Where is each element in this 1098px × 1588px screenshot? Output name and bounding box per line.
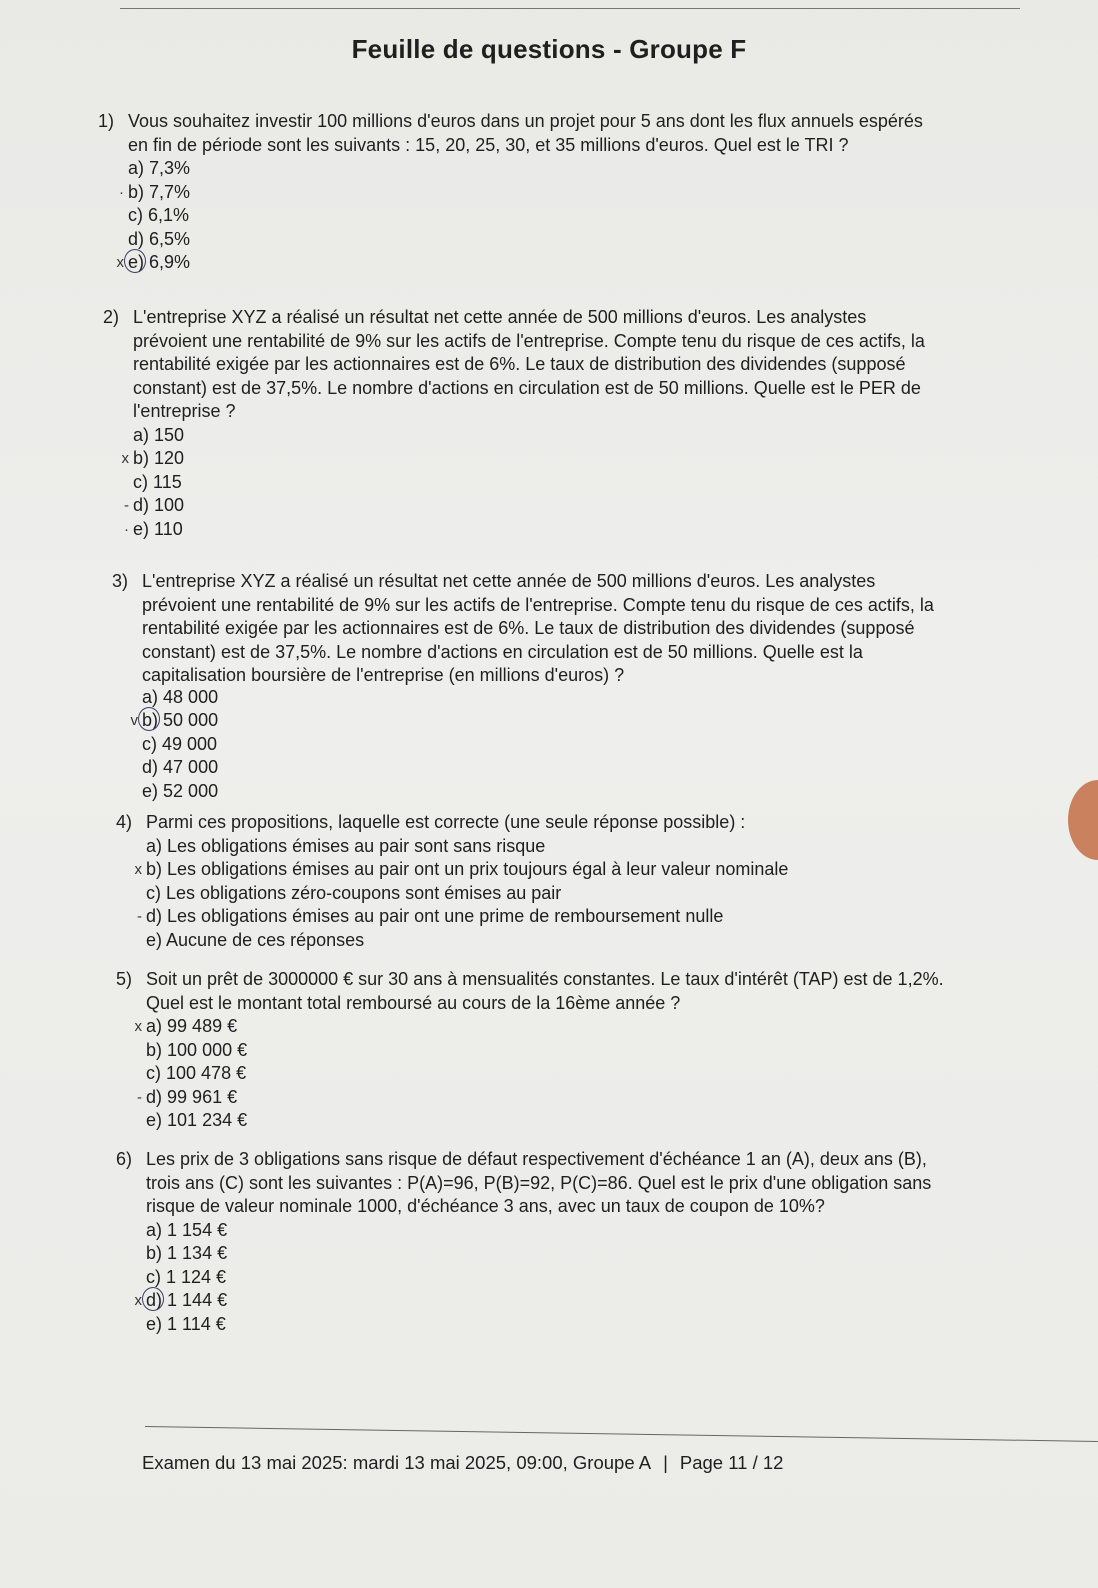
option-label: b) (133, 448, 150, 468)
question-2 (103, 306, 1043, 541)
question-number: 5) (116, 969, 133, 989)
options-list (134, 1219, 1066, 1337)
option-c (128, 204, 1038, 228)
handwritten-mark: x (134, 1292, 142, 1309)
question-number: 2) (103, 307, 120, 327)
question-1 (98, 110, 1038, 275)
question-line: en fin de période sont les suivants : 15, 20, 25, 30, et 35 millions d'euros. Quel est le TRI ? (128, 134, 849, 155)
option-label: a) (146, 1016, 163, 1036)
option-text: 101 234 € (167, 1110, 248, 1130)
option-label: c) (142, 733, 157, 754)
question-line: trois ans (C) sont les suivantes : P(A)=96, P(B)=92, P(C)=86. Quel est le prix d'une obligation sans (146, 1172, 932, 1193)
question-line: prévoient une rentabilité de 9% sur les actifs de l'entreprise. Compte tenu du risque de ces actifs, la (133, 330, 925, 351)
question-number: 4) (116, 812, 133, 832)
option-e (146, 929, 1056, 953)
question-line: l'entreprise ? (133, 401, 236, 421)
handwritten-mark: - (137, 908, 142, 925)
option-label: e) (146, 929, 163, 950)
option-label: a) (128, 158, 145, 178)
top-divider (120, 8, 1020, 9)
option-text: 1 134 € (167, 1243, 228, 1263)
option-text: 115 (153, 471, 182, 492)
option-label: a) (146, 835, 163, 856)
option-label: e) (133, 518, 150, 539)
option-b (134, 858, 1056, 882)
option-label: d) (146, 1086, 163, 1107)
option-text: Les obligations émises au pair sont sans risque (167, 835, 546, 856)
option-e (116, 251, 1038, 275)
option-label: d) (142, 757, 159, 777)
question-line: constant) est de 37,5%. Le nombre d'actions en circulation est de 50 millions. Quelle est le PER de (133, 377, 921, 398)
footer-separator: | (663, 1452, 668, 1473)
question-line: capitalisation boursière de l'entreprise (en millions d'euros) ? (142, 665, 625, 685)
option-label: a) (133, 424, 150, 445)
option-text: 6,5% (149, 228, 191, 249)
option-text: 120 (154, 448, 185, 468)
option-e (142, 780, 1052, 804)
question-number: 1) (98, 111, 115, 131)
option-label: e) (146, 1110, 163, 1130)
question-5 (116, 968, 1066, 1133)
option-text: 1 114 € (167, 1313, 226, 1334)
option-label: b) (146, 1243, 163, 1263)
option-text: 6,1% (148, 205, 190, 225)
option-text: 49 000 (162, 733, 218, 754)
handwritten-mark: - (137, 1088, 142, 1106)
options-list (130, 686, 1052, 804)
option-e (146, 1109, 1066, 1133)
option-a (128, 157, 1038, 181)
option-e (146, 1313, 1066, 1337)
option-c (142, 733, 1052, 757)
option-c (133, 471, 1043, 495)
footer-group: Groupe A (572, 1452, 652, 1473)
option-text: 50 000 (163, 710, 219, 730)
option-text: 47 000 (163, 757, 219, 777)
option-d (137, 905, 1056, 929)
option-label: b) (146, 1039, 163, 1060)
option-b (130, 709, 1052, 733)
handwritten-mark: x (134, 1018, 142, 1035)
option-label: b) (128, 181, 145, 202)
option-label-circled: d) (146, 1289, 162, 1313)
handwritten-mark: · (124, 520, 129, 538)
question-line: constant) est de 37,5%. Le nombre d'actions en circulation est de 50 millions. Quelle est la (142, 641, 863, 662)
option-label: d) (146, 906, 163, 926)
option-label: d) (133, 495, 150, 515)
option-label: c) (128, 205, 143, 225)
options-list (121, 424, 1043, 542)
handwritten-mark: v (130, 712, 138, 729)
option-text: Les obligations émises au pair ont un prix toujours égal à leur valeur nominale (167, 859, 789, 879)
option-a (146, 835, 1056, 859)
option-label: c) (146, 1266, 161, 1287)
option-label: a) (146, 1219, 163, 1240)
option-label-circled: e) (128, 251, 144, 275)
option-a (133, 424, 1043, 448)
question-line: Vous souhaitez investir 100 millions d'euros dans un projet pour 5 ans dont les flux annuels espérés (128, 111, 923, 131)
option-d (128, 228, 1038, 252)
option-label: c) (133, 471, 148, 492)
option-text: 99 489 € (167, 1016, 238, 1036)
option-c (146, 1062, 1066, 1086)
question-6 (116, 1148, 1066, 1336)
option-a (134, 1015, 1066, 1039)
handwritten-mark: x (134, 861, 142, 878)
question-number: 6) (116, 1149, 133, 1169)
question-line: L'entreprise XYZ a réalisé un résultat net cette année de 500 millions d'euros. Les analystes (133, 307, 867, 327)
option-b (121, 447, 1043, 471)
option-label: d) (128, 228, 145, 249)
option-text: 1 154 € (167, 1219, 228, 1240)
option-d (142, 756, 1052, 780)
option-text: 1 124 € (166, 1266, 227, 1287)
question-line: rentabilité exigée par les actionnaires est de 6%. Le taux de distribution des dividendes (supposé (142, 618, 915, 638)
page-title: Feuille de questions - Groupe F (351, 34, 747, 64)
option-label: a) (142, 686, 159, 707)
option-label: b) (146, 859, 163, 879)
option-d (134, 1289, 1066, 1313)
option-label: e) (142, 780, 159, 801)
footer-page-number: Page 11 / 12 (679, 1452, 784, 1473)
option-text: 100 000 € (167, 1039, 248, 1060)
question-line: Parmi ces propositions, laquelle est correcte (une seule réponse possible) : (146, 812, 746, 832)
question-line: Quel est le montant total remboursé au cours de la 16ème année ? (146, 992, 681, 1013)
handwritten-mark: x (116, 254, 124, 271)
option-c (146, 1266, 1066, 1290)
question-line: risque de valeur nominale 1000, d'échéance 3 ans, avec un taux de coupon de 10%? (146, 1196, 825, 1216)
option-text: 100 (154, 495, 185, 515)
option-a (146, 1219, 1066, 1243)
option-b (146, 1039, 1066, 1063)
option-text: 110 (154, 518, 183, 539)
option-d (137, 1086, 1066, 1110)
page-footer (142, 1452, 783, 1474)
option-d (124, 494, 1043, 518)
option-label: c) (146, 882, 161, 903)
option-text: Aucune de ces réponses (166, 929, 365, 950)
question-line: prévoient une rentabilité de 9% sur les actifs de l'entreprise. Compte tenu du risque de ces actifs, la (142, 594, 934, 615)
question-line: L'entreprise XYZ a réalisé un résultat net cette année de 500 millions d'euros. Les analystes (142, 571, 876, 591)
question-line: rentabilité exigée par les actionnaires est de 6%. Le taux de distribution des dividendes (supposé (133, 354, 906, 374)
option-label: c) (146, 1063, 161, 1083)
question-line: Les prix de 3 obligations sans risque de défaut respectivement d'échéance 1 an (A), deux ans (B), (146, 1149, 927, 1169)
option-text: Les obligations zéro-coupons sont émises au pair (166, 882, 562, 903)
option-text: 7,7% (149, 181, 191, 202)
question-4 (116, 811, 1056, 952)
handwritten-mark: · (119, 183, 124, 201)
footer-exam-info: Examen du 13 mai 2025: mardi 13 mai 2025, 09:00, (142, 1452, 568, 1473)
option-c (146, 882, 1056, 906)
option-b (119, 181, 1038, 205)
option-text: 52 000 (163, 780, 219, 801)
option-text: 1 144 € (167, 1290, 228, 1310)
finger-thumb (1068, 780, 1098, 860)
footer-divider (145, 1426, 1098, 1442)
option-text: 7,3% (149, 158, 191, 178)
option-text: 6,9% (149, 252, 191, 272)
option-text: 99 961 € (167, 1086, 238, 1107)
option-text: 150 (154, 424, 185, 445)
handwritten-mark: x (121, 450, 129, 467)
option-e (124, 518, 1043, 542)
option-text: Les obligations émises au pair ont une prime de remboursement nulle (167, 906, 724, 926)
option-text: 100 478 € (166, 1063, 247, 1083)
options-list (134, 1015, 1066, 1133)
question-number: 3) (112, 571, 129, 591)
options-list (134, 835, 1056, 953)
question-3 (112, 570, 1052, 803)
question-line: Soit un prêt de 3000000 € sur 30 ans à mensualités constantes. Le taux d'intérêt (TAP) est de 1,2%. (146, 969, 944, 989)
option-label-circled: b) (142, 709, 158, 733)
option-b (146, 1242, 1066, 1266)
option-text: 48 000 (163, 686, 219, 707)
handwritten-mark: - (124, 497, 129, 514)
options-list (116, 157, 1038, 275)
option-label: e) (146, 1313, 163, 1334)
option-a (142, 686, 1052, 710)
